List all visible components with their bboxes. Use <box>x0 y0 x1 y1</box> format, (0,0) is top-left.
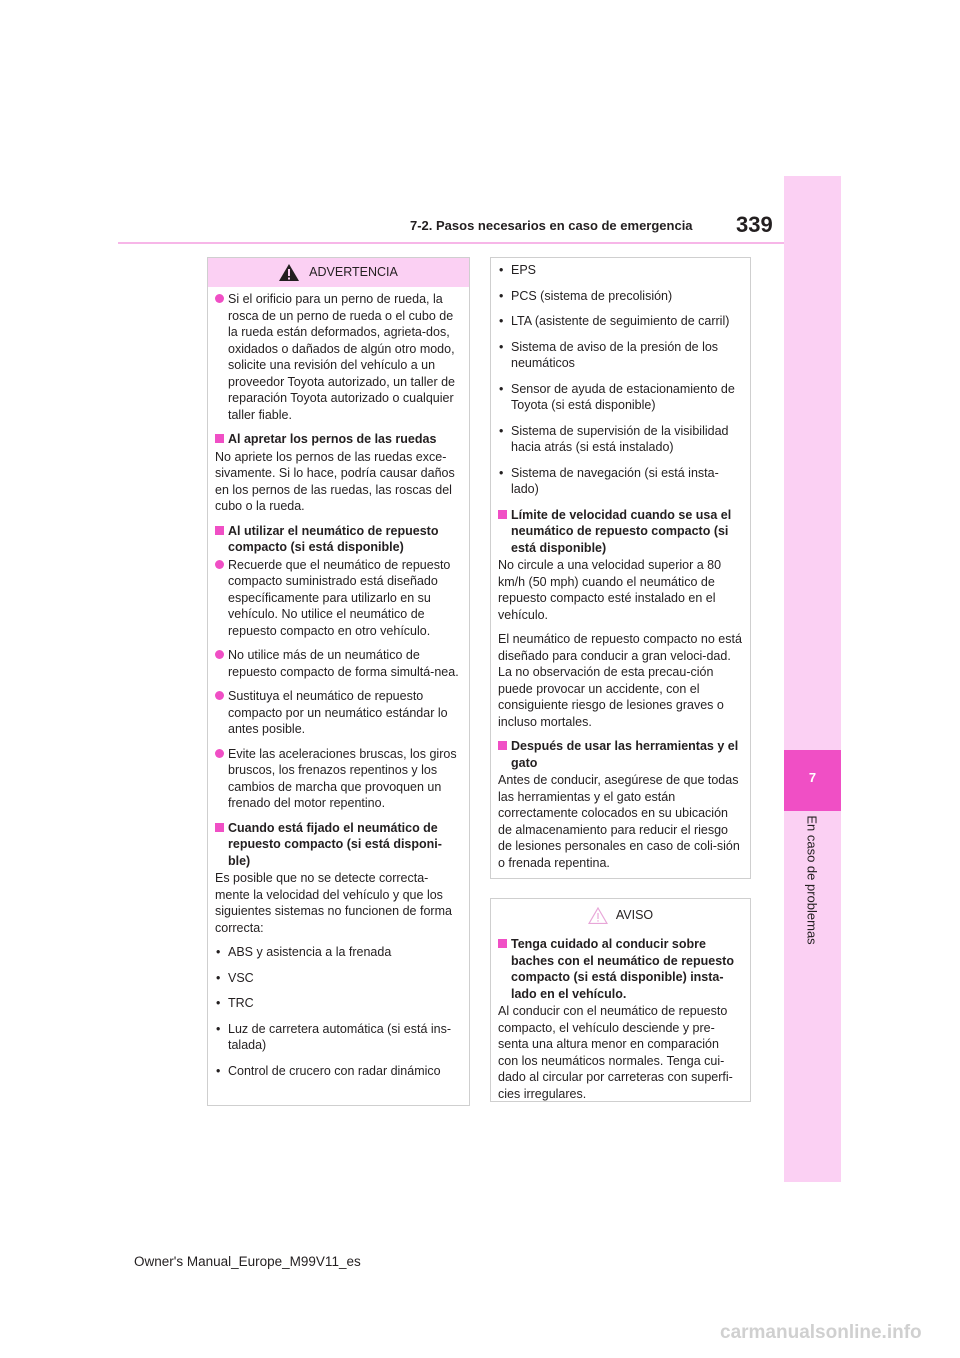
system-list-item: • EPS <box>499 263 537 277</box>
warning-box <box>207 257 470 1106</box>
system-list-item: • Luz de carretera automática (si está ins-talada) <box>216 1021 452 1052</box>
system-list-item: • TRC <box>216 996 254 1010</box>
warning-box-continued <box>490 257 751 879</box>
system-list-item: • VSC <box>216 970 254 985</box>
bullet-square-icon <box>215 823 224 832</box>
bullet-circle-icon <box>215 560 224 569</box>
paragraph: Al conducir con el neumático de repuesto compacto, el vehículo desciende y pre-senta una altura menor en comparación con los neumáticos normales. Tenga cui-dado al circular por carreteras con superfi-cies irregulares. <box>498 1004 733 1101</box>
paragraph: Antes de conducir, asegúrese de que todas las herramientas y el gato están correctamente colocados en su ubicación de almacenamiento para reducir el riesgo de lesiones personales en caso de coli-sión o frenada repentina. <box>498 773 740 870</box>
warning-heading: ADVERTENCIA <box>309 265 398 280</box>
bullet-square-icon <box>498 510 507 519</box>
warning-triangle-icon <box>279 264 299 281</box>
header-divider <box>118 242 785 244</box>
paragraph: Es posible que no se detecte correcta-mente la velocidad del vehículo y que los siguientes sistemas no funcionen de forma correcta: <box>215 871 452 935</box>
subsection-heading: Cuando está fijado el neumático de repuesto compacto (si está disponi-ble) <box>215 820 461 870</box>
bullet-circle-icon <box>215 650 224 659</box>
subsection-heading: Después de usar las herramientas y el gato <box>498 738 742 771</box>
system-list-item: • PCS (sistema de precolisión) <box>499 288 673 303</box>
warning-bullet: Si el orificio para un perno de rueda, la rosca de un perno de rueda o el cubo de la rueda están deformados, agrieta-dos, oxidados o dañados de algún otro modo, solicite una revisión del vehículo a un proveedor Toyota autorizado, un taller de reparación Toyota autorizado o cualquier taller fiable. <box>215 291 461 423</box>
bullet-circle-icon <box>215 294 224 303</box>
page-number: 339 <box>736 212 773 237</box>
system-list-item: • LTA (asistente de seguimiento de carril) <box>499 314 730 328</box>
system-list-item: • Sensor de ayuda de estacionamiento de Toyota (si está disponible) <box>499 381 735 412</box>
warning-bullet: No utilice más de un neumático de repuesto compacto de forma simultá-nea. <box>215 647 461 680</box>
paragraph: El neumático de repuesto compacto no está diseñado para conducir a gran veloci-dad. La no observación de esta precau-ción puede provocar un accidente, con el consiguiente riesgo de lesiones graves o incluso mortales. <box>498 632 742 729</box>
notice-header <box>491 901 750 930</box>
bullet-circle-icon <box>215 749 224 758</box>
warning-bullet: Recuerde que el neumático de repuesto compacto suministrado está diseñado específicamente para utilizarlo en su vehículo. No utilice el neumático de repuesto compacto en otro vehículo. <box>215 557 461 640</box>
warning-bullet: Evite las aceleraciones bruscas, los giros bruscos, los frenazos repentinos y los cambios de marcha que provoquen un frenado del motor repentino. <box>215 746 461 812</box>
subsection-heading: Al utilizar el neumático de repuesto compacto (si está disponible) <box>215 523 461 556</box>
bullet-circle-icon <box>215 691 224 700</box>
subsection-heading: Al apretar los pernos de las ruedas <box>215 431 461 448</box>
paragraph: No apriete los pernos de las ruedas exce-sivamente. Si lo hace, podría causar daños en los pernos de las ruedas, las roscas del cubo o la rueda. <box>215 449 455 513</box>
subsection-heading: Tenga cuidado al conducir sobre baches con el neumático de repuesto compacto (si está disponible) insta-lado en el vehículo. <box>498 936 742 1002</box>
footer-manual-id: Owner's Manual_Europe_M99V11_es <box>134 1254 361 1269</box>
system-list-item: • ABS y asistencia a la frenada <box>216 945 392 959</box>
system-list-item: • Sistema de navegación (si está insta-lado) <box>499 465 719 496</box>
section-title: 7-2. Pasos necesarios en caso de emergencia <box>410 218 693 233</box>
chapter-number: 7 <box>808 770 817 785</box>
bullet-square-icon <box>498 741 507 750</box>
warning-header <box>208 258 469 287</box>
bullet-square-icon <box>215 434 224 443</box>
caution-triangle-icon <box>588 907 608 924</box>
paragraph: No circule a una velocidad superior a 80 km/h (50 mph) cuando el neumático de repuesto compacto esté instalado en el vehículo. <box>498 558 722 622</box>
warning-bullet: Sustituya el neumático de repuesto compacto por un neumático estándar lo antes posible. <box>215 688 461 738</box>
system-list-item: • Control de crucero con radar dinámico <box>216 1063 441 1078</box>
notice-heading: AVISO <box>615 908 654 923</box>
chapter-side-tab <box>784 176 841 1182</box>
bullet-square-icon <box>498 939 507 948</box>
system-list-item: • Sistema de aviso de la presión de los neumáticos <box>499 339 719 370</box>
notice-box <box>490 898 751 1102</box>
watermark: carmanualsonline.info <box>720 1322 922 1343</box>
system-list-item: • Sistema de supervisión de la visibilidad hacia atrás (si está instalado) <box>499 423 729 454</box>
bullet-square-icon <box>215 526 224 535</box>
subsection-heading: Límite de velocidad cuando se usa el neumático de repuesto compacto (si está disponible) <box>498 507 742 557</box>
chapter-title: En caso de problemas <box>804 815 820 945</box>
